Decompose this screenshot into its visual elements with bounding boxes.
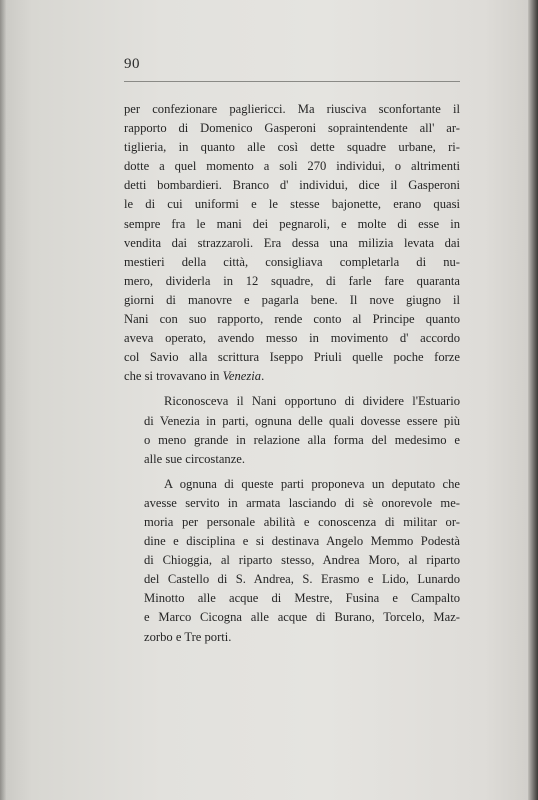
italic-place-name: Venezia (222, 369, 262, 384)
paragraph-1 (124, 100, 460, 386)
text-fragment: che si trovavano in (124, 369, 223, 384)
text-line: avesse servito in armata lasciando di sè onorevole me- (144, 495, 460, 510)
text-line: vendita dai strazzaroli. Era dessa una milizia levata dai (124, 235, 460, 250)
text-line: alle sue circostanze. (144, 451, 246, 466)
text-line: col Savio alla scrittura Iseppo Priuli quelle poche forze (124, 350, 460, 365)
text-line: mestieri della città, consigliava completarla di nu- (124, 254, 460, 269)
text-line: per confezionare pagliericci. Ma riusciva sconfortante il (124, 102, 460, 116)
page-right-edge-shadow (528, 0, 538, 800)
text-line: giorni di manovre e pagarla bene. Il nove giugno il (124, 292, 460, 307)
text-line: moria per personale abilità e conoscenza di militar or- (144, 514, 460, 529)
text-line: di Venezia in parti, ognuna delle quali dovesse essere più (144, 413, 460, 428)
text-fragment: . (261, 369, 265, 384)
text-line: Riconosceva il Nani opportuno di dividere l'Estuario (164, 394, 460, 409)
text-line: Minotto alle acque di Mestre, Fusina e Campalto (144, 591, 460, 606)
paragraph-3 (124, 475, 460, 647)
body-text (124, 100, 460, 647)
text-line: tiglieria, in quanto alle così dette squadre urbane, ri- (124, 140, 460, 155)
text-line: rapporto di Domenico Gasperoni sopraintendente all' ar- (124, 121, 460, 136)
text-line: zorbo e Tre porti. (144, 629, 232, 644)
text-line: le di cui uniformi e le stesse bajonette, erano quasi (124, 197, 460, 212)
text-line (124, 367, 460, 386)
text-line: del Castello di S. Andrea, S. Erasmo e Lido, Lunardo (144, 572, 460, 587)
text-line: di Chioggia, al riparto stesso, Andrea Moro, al riparto (144, 553, 460, 568)
text-line: e Marco Cicogna alle acque di Burano, Torcelo, Maz- (144, 610, 460, 625)
text-line: dine e disciplina e si destinava Angelo Memmo Podestà (144, 534, 460, 549)
text-line: sempre fra le mani dei pegnaroli, e molte di esse in (124, 216, 460, 231)
text-line: detti bombardieri. Branco d' individui, dice il Gasperoni (124, 178, 460, 193)
page-left-edge (0, 0, 6, 800)
text-line: dotte a quel momento a soli 270 individui, o altrimenti (124, 159, 460, 174)
text-line: o meno grande in relazione alla forma del medesimo e (144, 432, 460, 447)
text-line: Nani con suo rapporto, rende conto al Principe quanto (124, 312, 460, 327)
header-rule (124, 81, 460, 82)
text-line: mero, dividerla in 12 squadre, di farle fare quaranta (124, 273, 460, 288)
text-line: aveva operato, avendo messo in movimento d' accordo (124, 331, 460, 346)
page-number: 90 (124, 56, 140, 72)
paragraph-2 (124, 392, 460, 468)
text-line: A ognuna di queste parti proponeva un deputato che (164, 476, 460, 491)
